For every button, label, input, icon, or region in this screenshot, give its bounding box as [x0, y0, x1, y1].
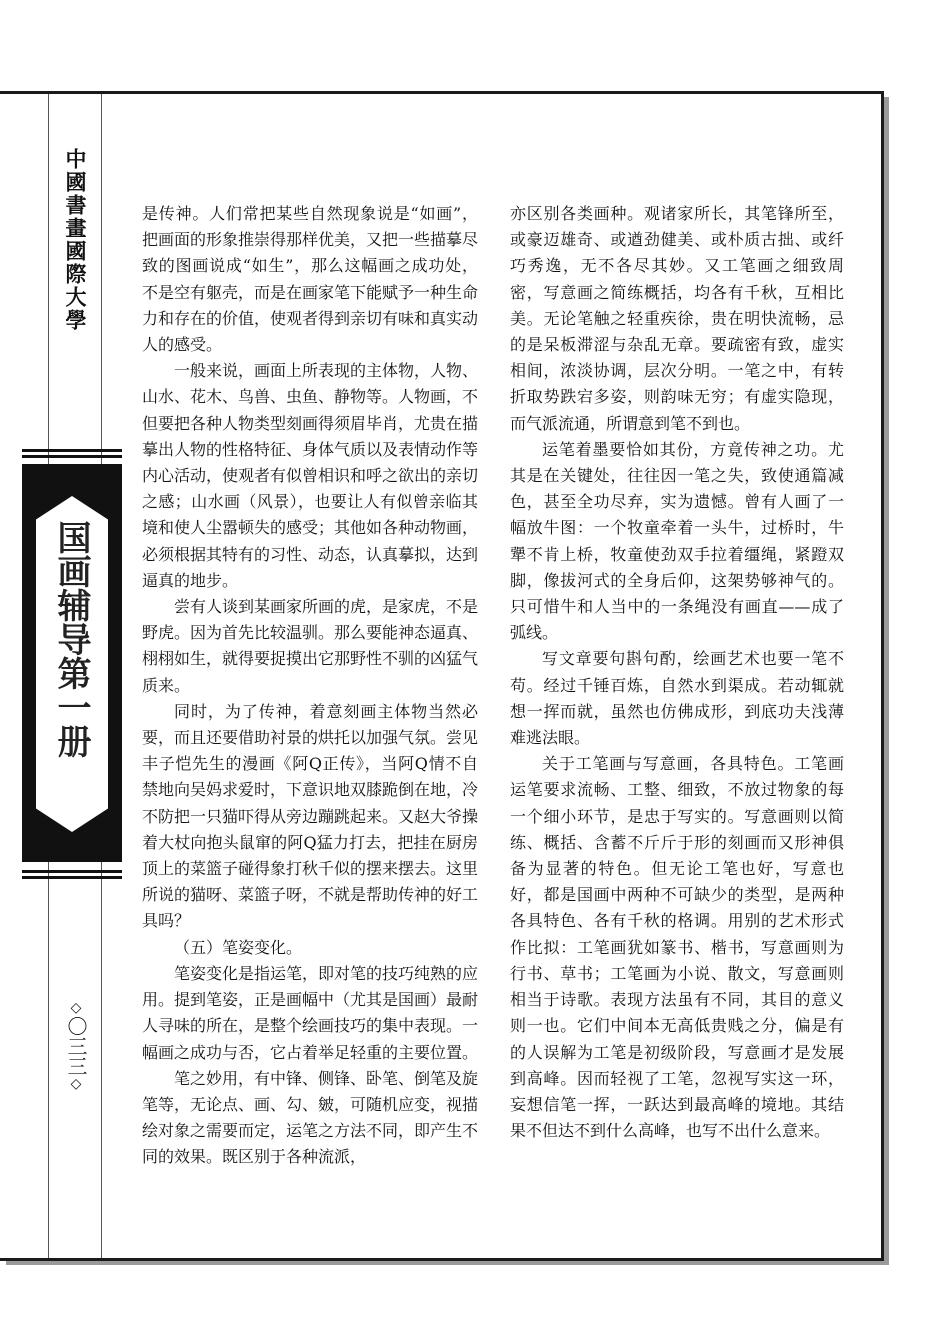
- diamond-icon: ◇: [68, 1000, 84, 1016]
- right-text-column: [510, 201, 844, 1144]
- series-title: 中國書畫國際大學: [63, 148, 88, 332]
- paragraph: 是传神。人们常把某些自然现象说是“如画”，把画面的形象推崇得那样优美，又把一些描摹尽致的图画说成“如生”，那么这幅画之成功处，不是空有躯壳，而是在画家笔下能赋予一种生命力和存在的价值，使观者得到亲切有味和真实动人的感受。: [142, 204, 479, 355]
- paragraph: 尝有人谈到某画家所画的虎，是家虎，不是野虎。因为首先比较温驯。那么要能神态逼真、栩栩如生，就得要捉摸出它那野性不驯的凶猛气质来。: [142, 597, 479, 695]
- page-number-block: [62, 1000, 90, 1092]
- frame-shadow-bottom: [6, 1261, 889, 1265]
- paragraph: 笔之妙用，有中锋、侧锋、卧笔、倒笔及旋笔等，无论点、画、勾、皴，可随机应变，视描绘对象之需要而定，运笔之方法不同，即产生不同的效果。既区别于各种流派，: [142, 1068, 479, 1167]
- paragraph: 同时，为了传神，着意刻画主体物当然必要，而且还要借助衬景的烘托以加强气氛。尝见丰子恺先生的漫画《阿Q正传》，当阿Q情不自禁地向吴妈求爱时，下意识地双膝跪倒在地，冷不防把一只猫吓得从旁边蹦跳起来。又赵大爷操着大杖向抱头鼠窜的阿Q猛力打去，把挂在厨房顶上的菜篮子碰得象打秋千似的摆来摆去。这里所说的猫呀、菜篮子呀，不就是帮助传神的好工具吗？: [142, 701, 479, 931]
- frame-shadow-right: [884, 97, 889, 1264]
- frame-top-rule: [0, 91, 884, 94]
- paragraph: 运笔着墨要恰如其份，方竟传神之功。尤其是在关键处，往往因一笔之失，致使通篇减色，甚至全功尽弃，实为遗憾。曾有人画了一幅放牛图：一个牧童牵着一头牛，过桥时，牛犟不肯上桥，牧童使劲双手拉着缰绳，紧蹬双脚，像拔河式的全身后仰，这架势够神气的。只可惜牛和人当中的一条绳没有画直——成了弧线。: [510, 439, 844, 643]
- diamond-icon: ◇: [68, 1076, 84, 1092]
- volume-title: 国画辅导第一册: [51, 520, 91, 758]
- page-number: 〇三三: [64, 1016, 88, 1076]
- paragraph: 亦区别各类画种。观诸家所长，其笔锋所至，或豪迈雄奇、或遒劲健美、或朴质古拙、或纤巧秀逸，无不各尽其妙。又工笔画之细致周密，写意画之简练概括，均各有千秋，互相比美。无论笔触之轻重疾徐，贵在明快流畅，忌的是呆板滞涩与杂乱无章。要疏密有致，虚实相间，浓淡协调，层次分明。一笔之中，有转折取势跌宕多姿，则韵味无穷；有虚实隐现，而气派流通，所谓意到笔不到也。: [510, 204, 844, 433]
- paragraph: 写文章要句斟句酌，绘画艺术也要一笔不苟。经过千锤百炼，自然水到渠成。若动辄就想一挥而就，虽然也仿佛成形，到底功夫浅薄难逃法眼。: [510, 649, 844, 748]
- paragraph: 关于工笔画与写意画，各具特色。工笔画运笔要求流畅、工整、细致，不放过物象的每一个细小环节，是忠于写实的。写意画则以简练、概括、含蓄不斤斤于形的刻画而又形神俱备为显著的特色。但无论工笔也好，写意也好，都是国画中两种不可缺少的类型，是两种各具特色、各有千秋的格调。用别的艺术形式作比拟：工笔画犹如篆书、楷书，写意画则为行书、草书；工笔画为小说、散文，写意画则相当于诗歌。表现方法虽有不同，其目的意义则一也。它们中间本无高低贵贱之分，偏是有的人误解为工笔是初级阶段，写意画才是发展到高峰。因而轻视了工笔，忽视写实这一环，妄想信笔一挥，一跃达到最高峰的境地。其结果不但达不到什么高峰，也写不出什么意来。: [510, 754, 844, 1141]
- paragraph: 笔姿变化是指运笔，即对笔的技巧纯熟的应用。提到笔姿，正是画幅中（尤其是国画）最耐人寻味的所在，是整个绘画技巧的集中表现。一幅画之成功与否，它占着举足轻重的主要位置。: [142, 963, 479, 1062]
- section-heading: （五）笔姿变化。: [174, 937, 303, 957]
- left-text-column: [142, 201, 478, 1171]
- band-bottom-lines: [22, 870, 122, 881]
- band-top-lines: [22, 449, 122, 460]
- paragraph: 一般来说，画面上所表现的主体物，人物、山水、花木、鸟兽、虫鱼、静物等。人物画，不但要把各种人物类型刻画得须眉毕肖，尤贵在描摹出人物的性格特征、身体气质以及表情动作等内心活动，使观者有似曾相识和呼之欲出的亲切之感；山水画（风景），也要让人有似曾亲临其境和使人尘嚣顿失的感受；其他如各种动物画，必须根据其特有的习性、动态，认真摹拟，达到逼真的地步。: [142, 361, 479, 590]
